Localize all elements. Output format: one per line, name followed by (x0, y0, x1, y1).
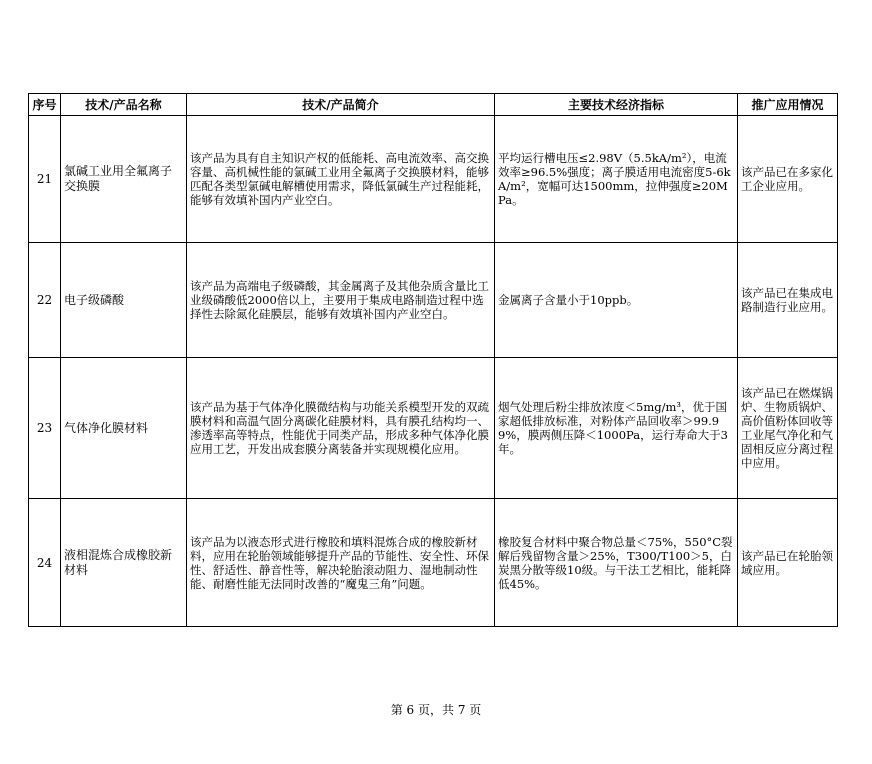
product-name: 液相混炼合成橡胶新材料 (61, 499, 187, 627)
row-number: 21 (29, 116, 61, 243)
product-intro: 该产品为以液态形式进行橡胶和填料混炼合成的橡胶新材料，应用在轮胎领域能够提升产品的节能性、安全性、环保性、舒适性、静音性等，解决轮胎滚动阻力、湿地制动性能、耐磨性能无法同时改善的“魔鬼三角”问题。 (187, 499, 495, 627)
product-name: 气体净化膜材料 (61, 358, 187, 499)
tech-table (28, 93, 838, 627)
row-number: 24 (29, 499, 61, 627)
header-indicators: 主要技术经济指标 (495, 94, 738, 116)
product-indicators: 橡胶复合材料中聚合物总量＜75%，550°C裂解后残留物含量＞25%，T300/T100＞5，白炭黑分散等级10级。与干法工艺相比，能耗降低45%。 (495, 499, 738, 627)
header-row (29, 94, 838, 116)
product-application: 该产品已在多家化工企业应用。 (738, 116, 838, 243)
product-name: 氯碱工业用全氟离子交换膜 (61, 116, 187, 243)
product-application: 该产品已在燃煤锅炉、生物质锅炉、高价值粉体回收等工业尾气净化和气固相反应分离过程中应用。 (738, 358, 838, 499)
product-application: 该产品已在集成电路制造行业应用。 (738, 243, 838, 358)
header-no: 序号 (29, 94, 61, 116)
product-intro: 该产品为具有自主知识产权的低能耗、高电流效率、高交换容量、高机械性能的氯碱工业用全氟离子交换膜材料，能够匹配各类型氯碱电解槽使用需求，降低氯碱生产过程能耗，能够有效填补国内产业空白。 (187, 116, 495, 243)
row-number: 22 (29, 243, 61, 358)
product-indicators: 平均运行槽电压≤2.98V（5.5kA/m²），电流效率≥96.5%强度；离子膜适用电流密度5-6kA/m²，宽幅可达1500mm，拉伸强度≥20MPa。 (495, 116, 738, 243)
row-number: 23 (29, 358, 61, 499)
header-intro: 技术/产品简介 (187, 94, 495, 116)
table-row (29, 358, 838, 499)
table-row (29, 499, 838, 627)
page-number: 第 6 页，共 7 页 (390, 703, 482, 717)
table-row (29, 116, 838, 243)
product-intro: 该产品为高端电子级磷酸，其金属离子及其他杂质含量比工业级磷酸低2000倍以上，主要用于集成电路制造过程中选择性去除氮化硅膜层，能够有效填补国内产业空白。 (187, 243, 495, 358)
product-indicators: 烟气处理后粉尘排放浓度＜5mg/m³，优于国家超低排放标准，对粉体产品回收率＞99.99%，膜两侧压降＜1000Pa，运行寿命大于3年。 (495, 358, 738, 499)
header-name: 技术/产品名称 (61, 94, 187, 116)
header-application: 推广应用情况 (738, 94, 838, 116)
product-indicators: 金属离子含量小于10ppb。 (495, 243, 738, 358)
product-intro: 该产品为基于气体净化膜微结构与功能关系模型开发的双疏膜材料和高温气固分离碳化硅膜材料，具有膜孔结构均一、渗透率高等特点，性能优于同类产品，形成多种气体净化膜应用工艺，开发出成套膜分离装备并实现规模化应用。 (187, 358, 495, 499)
table-row (29, 243, 838, 358)
product-application: 该产品已在轮胎领域应用。 (738, 499, 838, 627)
product-name: 电子级磷酸 (61, 243, 187, 358)
